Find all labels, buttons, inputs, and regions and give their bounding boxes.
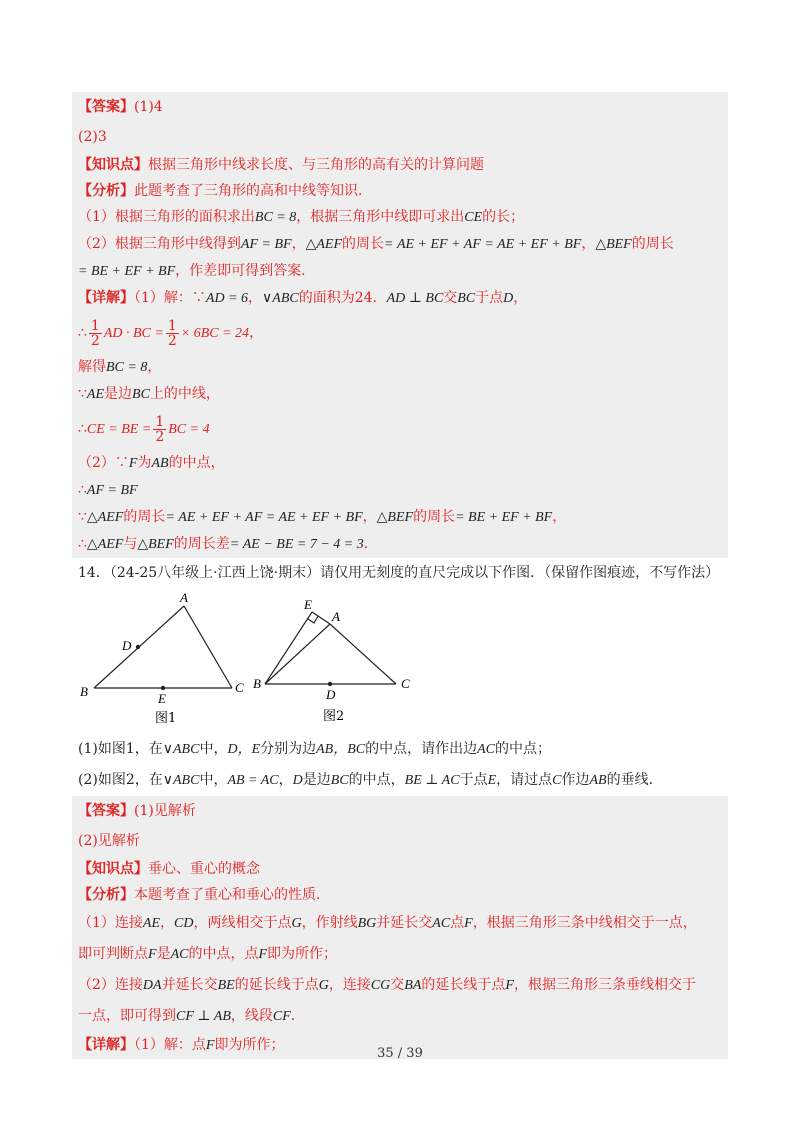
q14-answer-line [72,796,728,826]
math: AB = AC [227,773,279,788]
text: 中， [199,741,228,757]
text: 的面积为24． [298,290,387,306]
math: BC [132,387,150,402]
fig1-side-ac [184,606,232,688]
q13-analysis-line [72,178,728,204]
math: AE [86,387,105,402]
text: ， [147,359,162,375]
math: CE = BE = [86,422,152,437]
math: = AE + EF + AF = AE + EF + BF [165,510,363,525]
math: × 6BC = 24 [180,326,250,341]
q13-answer-line2 [72,122,728,152]
text: 的中点，请作出边 [365,741,478,757]
text: ， [160,915,175,931]
math: AB，BC [316,742,366,757]
math: D，E [227,742,261,757]
text: 即为所作； [267,946,338,962]
math: BA [404,978,422,993]
text: 的中点， [348,772,405,788]
q13-detail-line8 [72,504,728,531]
page-content [72,92,728,1059]
text: 于点 [459,772,488,788]
text: 即为所作； [214,1037,285,1053]
text: 分别为边 [260,741,317,757]
text: ， [581,236,596,252]
text: (1)如图1，在 [78,741,163,757]
text: ，根据三角形中线即可求出 [296,209,465,225]
text: ∵ [78,509,87,525]
q13-detail-line9 [72,531,728,558]
text: ， [249,325,264,341]
math: BC [330,773,349,788]
text: 并延长交 [161,977,218,993]
text: 的周长差 [173,536,230,552]
math: △BEF [137,537,174,552]
text: 为 [137,455,152,471]
knowledge-tag: 【知识点】 [78,157,148,173]
fig2-label-c: C [401,676,410,691]
detail-tag: 【详解】 [78,290,134,306]
frac-num: 1 [90,317,100,334]
analysis-text: 此题考查了三角形的高和中线等知识． [134,183,372,199]
math: △AEF [305,237,342,252]
math: CG [370,978,391,993]
answer-part1: (1)4 [134,99,163,115]
question-stem: 14．（24-25八年级上·江西上饶·期末）请仅用无刻度的直尺完成以下作图．（保留作图痕迹，不写作法） [78,565,720,581]
text: 的中点， [168,455,225,471]
math: △BEF [595,237,632,252]
fig2-line-be [265,612,312,684]
fraction [166,319,179,348]
text: ，连接 [328,977,371,993]
math: AD · BC = [103,326,164,341]
math: BC = 8 [254,210,297,225]
math: BC [457,291,476,306]
text: 的周长 [123,509,166,525]
fig2-side-ac [330,624,396,684]
q14-part2 [72,765,728,796]
knowledge-text: 垂心、重心的概念 [148,861,260,877]
fig2-caption: 图2 [323,709,345,724]
text: ∴ [78,325,87,341]
text: 一点，即可得到 [78,1008,176,1024]
math: = AE + EF + AF = AE + EF + BF [384,237,582,252]
math: F [205,1038,215,1053]
detail-tag: 【详解】 [78,1037,134,1053]
math: △AEF [86,537,124,552]
text: 是边 [104,386,133,402]
math: F [464,916,473,931]
text: 的周长 [631,236,674,252]
text: 并延长交 [376,915,433,931]
analysis-tag: 【分析】 [78,183,134,199]
q13-detail-line4 [72,381,728,408]
text: (2)如图2，在 [78,772,163,788]
text: 点 [450,915,465,931]
answer-part1: (1)见解析 [134,803,196,819]
math: BG [357,916,377,931]
fig2-label-a: A [332,609,340,624]
math: ∨ABC [162,773,200,788]
text: ∴ [78,482,87,498]
answer-part2: (2)3 [78,129,107,145]
math: ∨ABC [162,742,200,757]
text: 的中点，点 [188,946,259,962]
frac-num: 1 [155,413,165,430]
fig1-label-c: C [235,680,244,695]
math: F [128,456,138,471]
fig1-caption: 图1 [155,711,177,726]
math: AF = BF [86,483,138,498]
math: AD ⊥ BC [386,291,444,306]
math: AC [170,947,189,962]
q14-analysis-step2-cont [72,1001,728,1032]
math: F [148,947,157,962]
q13-detail-line5 [72,408,728,450]
math: BE [217,978,235,993]
text: 上的中线， [149,386,220,402]
math: BE ⊥ AC [404,773,460,788]
text: 是 [156,946,171,962]
page-number: 35 / 39 [377,1046,423,1061]
text: 的中点； [495,741,552,757]
q13-detail-line2 [72,312,728,354]
frac-num: 1 [167,317,177,334]
answer-part2: (2)见解析 [78,833,140,849]
text: ， [552,509,567,525]
math: = AE − BE = 7 − 4 = 3 [229,537,364,552]
math: AC [477,742,496,757]
figure-1 [94,606,232,688]
answer-tag: 【答案】 [78,99,134,115]
math: F [505,978,514,993]
fig2-label-d: D [326,687,336,702]
q13-analysis-step2 [72,231,728,258]
math: BC = 4 [168,422,210,437]
figure-2 [265,612,396,684]
fig1-label-b: B [80,684,88,699]
text: ，线段 [230,1008,273,1024]
text: （1）连接 [78,915,143,931]
fig2-label-b: B [253,676,261,691]
text: 的长； [482,209,525,225]
text: ∴ [78,421,87,437]
math: AE [142,916,161,931]
q14-analysis-line [72,882,728,908]
math: CD [174,916,194,931]
text: ． [290,1008,305,1024]
knowledge-tag: 【知识点】 [78,861,148,877]
q14-knowledge-line [72,856,728,882]
math: △AEF [86,510,124,525]
analysis-text: 本题考查了重心和垂心的性质． [134,887,330,903]
text: （1）解：∵ [134,290,206,306]
fig2-point-d [328,682,332,686]
fig1-label-d: D [122,638,132,653]
knowledge-text: 根据三角形中线求长度、与三角形的高有关的计算问题 [148,157,484,173]
text: （2）根据三角形中线得到 [78,236,241,252]
q13-analysis-step2-cont [72,258,728,285]
math: G [291,916,302,931]
math: CF ⊥ AB [176,1009,231,1024]
fig1-point-d [136,645,140,649]
text: 于点 [475,290,504,306]
text: 即可判断点 [78,946,148,962]
frac-den: 2 [167,332,177,349]
text: 的延长线于点 [421,977,506,993]
fraction [153,415,166,444]
q14-analysis-step1 [72,908,728,939]
math: AF = BF [240,237,292,252]
q14-answer-line2 [72,826,728,856]
math: G [318,978,329,993]
text: 解得 [78,359,106,375]
text: ∵ [78,386,87,402]
text: （1）根据三角形的面积求出 [78,209,255,225]
math: △BEF [376,510,414,525]
text: ，作差即可得到答案． [175,263,316,279]
text: 作边 [561,772,590,788]
text: ， [278,772,293,788]
math: AB [151,456,169,471]
frac-den: 2 [90,332,100,349]
text: （2）连接 [78,977,143,993]
text: （2）∵ [78,455,129,471]
math: E [487,773,497,788]
text: ∴ [78,536,87,552]
text: ，作射线 [301,915,358,931]
fig1-label-e: E [158,691,166,706]
math: DA [142,978,162,993]
fig2-right-angle [308,616,318,623]
math: F [258,947,268,962]
q13-detail-line7 [72,477,728,504]
text: 的垂线． [606,772,663,788]
text: ，请过点 [496,772,553,788]
math: CF [272,1009,291,1024]
text: ， [513,290,528,306]
text: ， [291,236,306,252]
frac-den: 2 [155,428,165,445]
q13-answer-line [72,92,728,122]
text: 的周长 [413,509,456,525]
math: D [292,773,303,788]
math: BC = 8 [106,360,148,375]
q14-figures [72,588,728,734]
q13-detail-line1 [72,285,728,312]
text: 的延长线于点 [234,977,319,993]
fig1-point-e [161,686,165,690]
text: 交 [390,977,405,993]
q13-knowledge-line [72,152,728,178]
q14-figures-svg [72,588,728,734]
math: AB [589,773,607,788]
q13-detail-line6 [72,450,728,477]
text: 是边 [302,772,331,788]
text: ， [362,509,377,525]
text: 的周长 [342,236,384,252]
math: C [552,773,562,788]
math: AD = 6 [205,291,249,306]
fig2-label-e: E [304,597,312,612]
text: ，根据三角形三条中线相交于一点， [472,915,697,931]
math: = BE + EF + BF [78,264,176,279]
math: = BE + EF + BF [455,510,553,525]
q14-analysis-step1-cont [72,939,728,970]
fig1-label-a: A [180,590,188,605]
math: CE [464,210,483,225]
text: ，根据三角形三条垂线相交于 [513,977,696,993]
fraction [89,319,102,348]
text: ，两线相交于点 [193,915,292,931]
text: （1）解：点 [134,1037,206,1053]
math: D [503,291,514,306]
fig2-side-ab [265,624,330,684]
q13-detail-line3 [72,354,728,381]
q14-stem [72,558,728,588]
answer-tag: 【答案】 [78,803,134,819]
analysis-tag: 【分析】 [78,887,134,903]
q13-analysis-step1 [72,204,728,231]
math: ∨ABC [262,291,299,306]
text: 与 [123,536,138,552]
q14-part1 [72,734,728,765]
text: 交 [443,290,458,306]
text: 中， [199,772,228,788]
text: ． [363,536,378,552]
math: AC [432,916,451,931]
q14-analysis-step2 [72,970,728,1001]
text: ， [248,290,263,306]
